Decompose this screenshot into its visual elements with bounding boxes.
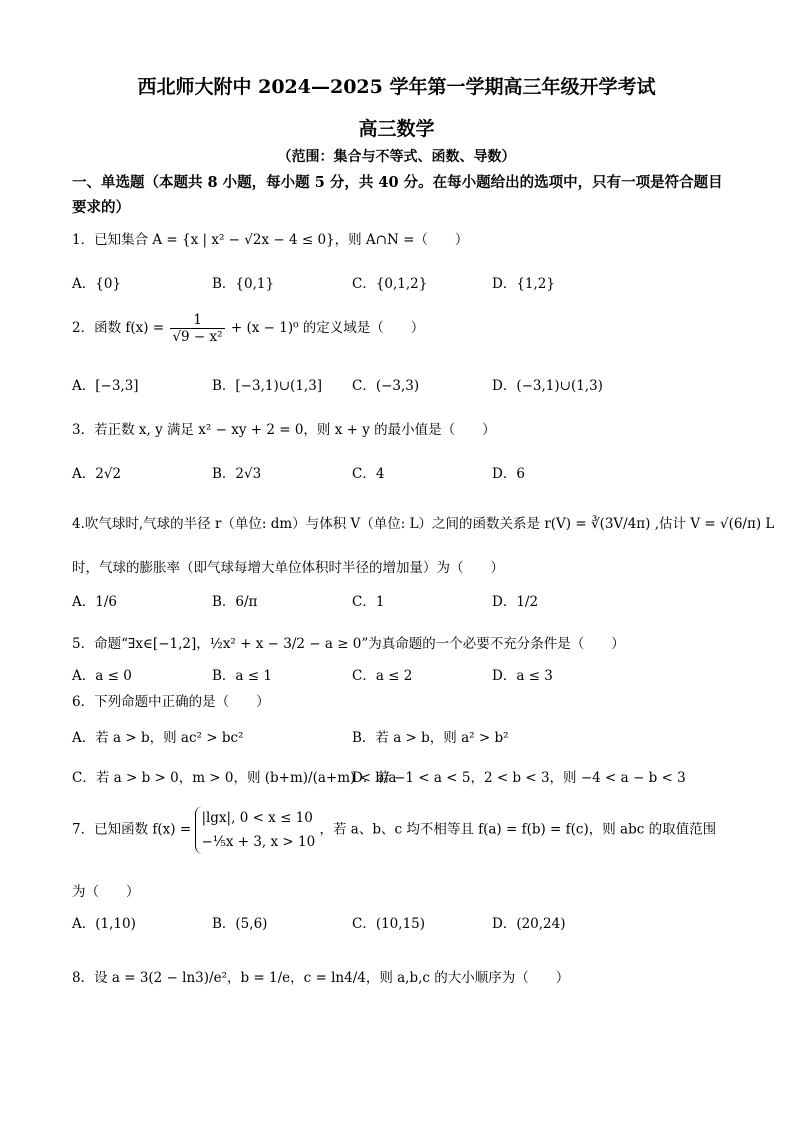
q6-option-d: D．若 −1 < a < 5，2 < b < 3，则 −4 < a − b < 3 [352, 770, 686, 786]
q5-option-b: B．a ≤ 1 [212, 668, 272, 684]
question-2-stem [72, 312, 424, 345]
q6-option-c: C．若 a > b > 0，m > 0，则 (b+m)/(a+m) < b/a [72, 770, 397, 786]
question-7-stem [72, 806, 716, 854]
question-6-stem: 6．下列命题中正确的是（ ） [72, 694, 270, 710]
q7-piecewise [195, 806, 315, 854]
exam-title: 西北师大附中 2024—2025 学年第一学期高三年级开学考试 [137, 76, 656, 98]
q4-option-a: A．1/6 [72, 594, 117, 610]
q3-option-d: D．6 [492, 466, 525, 482]
q7-option-a: A．(1,10) [72, 916, 136, 932]
q6-option-a: A．若 a > b，则 ac² > bc² [72, 730, 244, 746]
q3-option-b: B．2√3 [212, 466, 262, 482]
exam-subtitle: 高三数学 [358, 118, 435, 140]
question-5-stem: 5．命题“∃x∈[−1,2]，½x² + x − 3/2 − a ≥ 0”为真命题的一个必要不充分条件是（ ） [72, 636, 625, 652]
q1-option-b: B．{0,1} [212, 276, 275, 292]
q5-option-a: A．a ≤ 0 [72, 668, 132, 684]
question-8-stem: 8．设 a = 3(2 − ln3)/e²，b = 1/e，c = ln4/4，则 a,b,c 的大小顺序为（ ） [72, 970, 570, 986]
q1-option-d: D．{1,2} [492, 276, 555, 292]
q2-option-b: B．[−3,1)∪(1,3] [212, 378, 323, 394]
q4-option-d: D．1/2 [492, 594, 539, 610]
question-1-stem: 1．已知集合 A = {x | x² − √2x − 4 ≤ 0}，则 A∩N =（ ） [72, 232, 469, 248]
q7-option-b: B．(5,6) [212, 916, 268, 932]
q3-option-c: C．4 [352, 466, 385, 482]
question-7-continuation: 为（ ） [72, 884, 140, 900]
q7-suffix: ，若 a、b、c 均不相等且 f(a) = f(b) = f(c)，则 abc 的取值范围 [319, 821, 717, 838]
q7-case-2: −⅕x + 3, x > 10 [201, 834, 316, 850]
q3-option-a: A．2√2 [72, 466, 122, 482]
q2-option-c: C．(−3,3) [352, 378, 420, 394]
question-4-stem-line1: 4.吹气球时,气球的半径 r（单位: dm）与体积 V（单位: L）之间的函数关系是 r(V) = ∛(3V/4π) ,估计 V = √(6/π) L [72, 516, 775, 532]
exam-scope: （范围：集合与不等式、函数、导数） [277, 149, 516, 165]
q2-prefix: 2．函数 f(x) = [72, 320, 165, 336]
q1-option-c: C．{0,1,2} [352, 276, 428, 292]
q7-case-1: |lgx|, 0 < x ≤ 10 [201, 810, 313, 826]
q2-fraction [170, 312, 224, 345]
question-4-stem-line2: 时，气球的膨胀率（即气球每增大单位体积时半径的增加量）为（ ） [72, 560, 504, 576]
q7-option-c: C．(10,15) [352, 916, 426, 932]
q2-denominator: √9 − x² [172, 329, 223, 345]
q2-option-d: D．(−3,1)∪(1,3) [492, 378, 603, 394]
q7-option-d: D．(20,24) [492, 916, 566, 932]
q4-option-c: C．1 [352, 594, 385, 610]
question-3-stem: 3．若正数 x, y 满足 x² − xy + 2 = 0，则 x + y 的最小值是（ ） [72, 422, 496, 438]
q6-option-b: B．若 a > b，则 a² > b² [352, 730, 509, 746]
q4-option-b: B．6/π [212, 594, 258, 610]
q5-option-d: D．a ≤ 3 [492, 668, 553, 684]
q2-numerator: 1 [170, 312, 224, 329]
q2-suffix: + (x − 1)⁰ 的定义域是（ ） [230, 320, 425, 336]
section-heading: 一、单选题（本题共 8 小题，每小题 5 分，共 40 分。在每小题给出的选项中，只有一项是符合题目要求的） [72, 174, 723, 216]
q5-option-c: C．a ≤ 2 [352, 668, 413, 684]
q7-prefix: 7．已知函数 f(x) = [72, 821, 192, 838]
q1-option-a: A．{0} [72, 276, 122, 292]
q2-option-a: A．[−3,3] [72, 378, 139, 394]
